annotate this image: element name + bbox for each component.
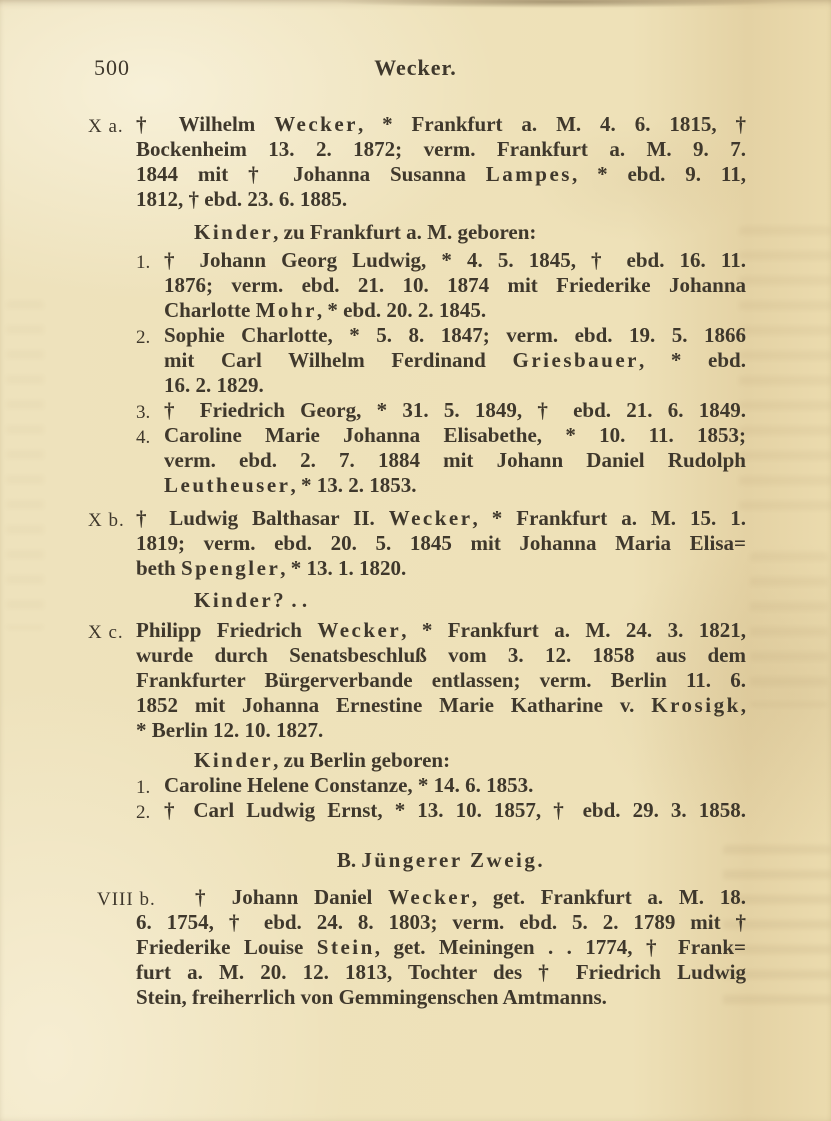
text-segment: , * Frankfurt a. M. 15. 1. <box>472 506 746 530</box>
text-segment: 6. 1754, † ebd. 24. 8. 1803; verm. ebd. 5. 2. 1789 mit † <box>136 910 746 934</box>
text-segment: † Johann Georg Ludwig, * 4. 5. 1845, † ebd. 16. 11. <box>164 248 746 272</box>
text-segment: Frankfurter Bürgerverbande entlassen; verm. Berlin 11. 6. <box>136 668 746 692</box>
text-segment: , * 13. 1. 1820. <box>280 556 407 580</box>
text-segment: Friederike Louise <box>136 935 317 959</box>
text-segment: verm. ebd. 2. 7. 1884 mit Johann Daniel Rudolph <box>164 448 746 472</box>
child-entry-4 <box>136 423 746 498</box>
text-line <box>136 693 746 718</box>
entry-xa <box>88 112 747 212</box>
entry-label: X a. <box>88 116 124 137</box>
text-segment: † Carl Ludwig Ernst, * 13. 10. 1857, † ebd. 29. 3. 1858. <box>164 798 746 822</box>
berlin-child-1 <box>136 773 746 798</box>
text-line <box>136 187 746 212</box>
text-line <box>136 556 746 581</box>
text-segment: , zu Berlin geboren: <box>273 748 451 772</box>
text-segment: , <box>740 693 746 717</box>
text-segment: † Friedrich Georg, * 31. 5. 1849, † ebd. 21. 6. 1849. <box>164 398 746 422</box>
kinder-question <box>194 588 746 613</box>
text-segment: mit Carl Wilhelm Ferdinand <box>164 348 513 372</box>
text-segment: furt a. M. 20. 12. 1813, Tochter des † Friedrich Ludwig <box>136 960 746 984</box>
text-segment: , zu Frankfurt a. M. geboren: <box>273 220 537 244</box>
keyword-spaced: Kinder <box>194 220 274 244</box>
entry-xc <box>88 618 746 743</box>
text-line <box>164 448 746 473</box>
text-segment: , * Frankfurt a. M. 4. 6. 1815, † <box>358 112 746 136</box>
entry-viiib <box>97 885 746 1010</box>
entry-label: X b. <box>88 510 125 531</box>
text-line <box>136 112 746 137</box>
text-segment: Sophie Charlotte, * 5. 8. 1847; verm. ebd. 19. 5. 1866 <box>164 323 746 347</box>
surname-spaced: Leutheuser <box>164 473 291 497</box>
text-line <box>136 910 746 935</box>
text-line <box>136 718 746 743</box>
child-number: 1. <box>136 777 151 798</box>
text-line <box>136 618 746 643</box>
text-line <box>164 323 746 348</box>
child-entry-1 <box>136 248 746 323</box>
text-segment: 1844 mit † Johanna Susanna <box>136 162 486 186</box>
surname-spaced: Griesbauer <box>512 348 639 372</box>
surname-spaced: Wecker <box>274 112 358 136</box>
surname-spaced: Stein <box>316 935 375 959</box>
text-line <box>164 273 746 298</box>
text-line <box>136 506 746 531</box>
child-number: 3. <box>136 402 151 423</box>
text-line <box>136 935 746 960</box>
text-line <box>136 643 746 668</box>
text-segment: * Berlin 12. 10. 1827. <box>136 718 324 742</box>
text-segment: 1812, † ebd. 23. 6. 1885. <box>136 187 348 211</box>
section-heading <box>136 848 746 873</box>
text-line <box>164 773 746 798</box>
text-segment: B. <box>336 848 362 872</box>
surname-spaced: Wecker <box>317 618 402 642</box>
text-line <box>136 137 746 162</box>
text-line <box>164 398 746 423</box>
surname-spaced: Mohr <box>255 298 317 322</box>
entry-xb <box>88 506 746 581</box>
heading-spaced: Jüngerer Zweig. <box>361 848 546 872</box>
text-segment: Stein, freiherrlich von Gemmingenschen Amtmanns. <box>136 985 607 1009</box>
text-segment: Philipp Friedrich <box>136 618 318 642</box>
text-line <box>164 798 746 823</box>
page-showthrough <box>750 552 828 707</box>
surname-spaced: Krosigk <box>651 693 741 717</box>
page-showthrough <box>6 300 44 630</box>
text-line <box>164 373 746 398</box>
text-segment: 1852 mit Johanna Ernestine Marie Katharine v. <box>136 693 652 717</box>
text-segment: . . <box>286 588 308 612</box>
surname-spaced: Spengler <box>180 556 281 580</box>
children-list-frankfurt <box>136 248 746 498</box>
child-entry-3 <box>136 398 746 423</box>
text-segment: , * ebd. <box>639 348 746 372</box>
text-column <box>88 112 747 1010</box>
subhead-kinder-frankfurt <box>194 220 746 245</box>
text-line <box>164 248 746 273</box>
text-segment: † Wilhelm <box>136 112 275 136</box>
child-number: 1. <box>136 252 151 273</box>
page-showthrough <box>739 226 831 516</box>
text-segment: beth <box>136 556 181 580</box>
berlin-child-2 <box>136 798 746 823</box>
surname-spaced: Wecker <box>388 885 472 909</box>
surname-spaced: Wecker <box>388 506 473 530</box>
keyword-spaced: Kinder <box>194 748 274 772</box>
text-line <box>164 348 746 373</box>
text-segment: , * ebd. 9. 11, <box>571 162 747 186</box>
surname-spaced: Lampes <box>485 162 572 186</box>
text-line <box>136 985 746 1010</box>
child-number: 2. <box>136 327 151 348</box>
text-line <box>136 668 746 693</box>
text-line <box>164 423 746 448</box>
text-segment: 16. 2. 1829. <box>164 373 264 397</box>
child-entry-2 <box>136 323 746 398</box>
text-segment: Charlotte <box>164 298 256 322</box>
text-segment: , * 13. 2. 1853. <box>290 473 417 497</box>
text-segment: Caroline Helene Constanze, * 14. 6. 1853. <box>164 773 534 797</box>
text-line <box>136 885 746 910</box>
keyword-spaced: Kinder? <box>194 588 287 612</box>
entry-label: VIII b. <box>97 889 156 910</box>
text-segment: wurde durch Senatsbeschluß vom 3. 12. 1858 aus dem <box>136 643 746 667</box>
text-line <box>136 162 746 187</box>
text-line <box>164 473 746 498</box>
text-line <box>164 298 746 323</box>
text-segment: 1876; verm. ebd. 21. 10. 1874 mit Friederike Johanna <box>164 273 746 297</box>
running-title: Wecker. <box>374 55 457 80</box>
text-line <box>136 960 746 985</box>
text-segment: , get. Meiningen . . 1774, † Frank= <box>374 935 746 959</box>
text-segment: Caroline Marie Johanna Elisabethe, * 10. 11. 1853; <box>164 423 746 447</box>
subhead-kinder-berlin <box>194 748 746 773</box>
text-segment: , get. Frankfurt a. M. 18. <box>471 885 746 909</box>
child-number: 2. <box>136 802 151 823</box>
child-number: 4. <box>136 427 151 448</box>
text-segment: Bockenheim 13. 2. 1872; verm. Frankfurt a. M. 9. 7. <box>136 137 746 161</box>
text-segment: † Johann Daniel <box>195 885 389 909</box>
children-list-berlin <box>136 773 746 823</box>
text-line <box>136 531 746 556</box>
text-segment: † Ludwig Balthasar II. <box>136 506 389 530</box>
page-number: 500 <box>94 55 130 80</box>
text-segment: , * ebd. 20. 2. 1845. <box>316 298 487 322</box>
entry-label: X c. <box>88 622 124 643</box>
text-segment: , * Frankfurt a. M. 24. 3. 1821, <box>401 618 746 642</box>
text-segment: 1819; verm. ebd. 20. 5. 1845 mit Johanna Maria Elisa= <box>136 531 746 555</box>
